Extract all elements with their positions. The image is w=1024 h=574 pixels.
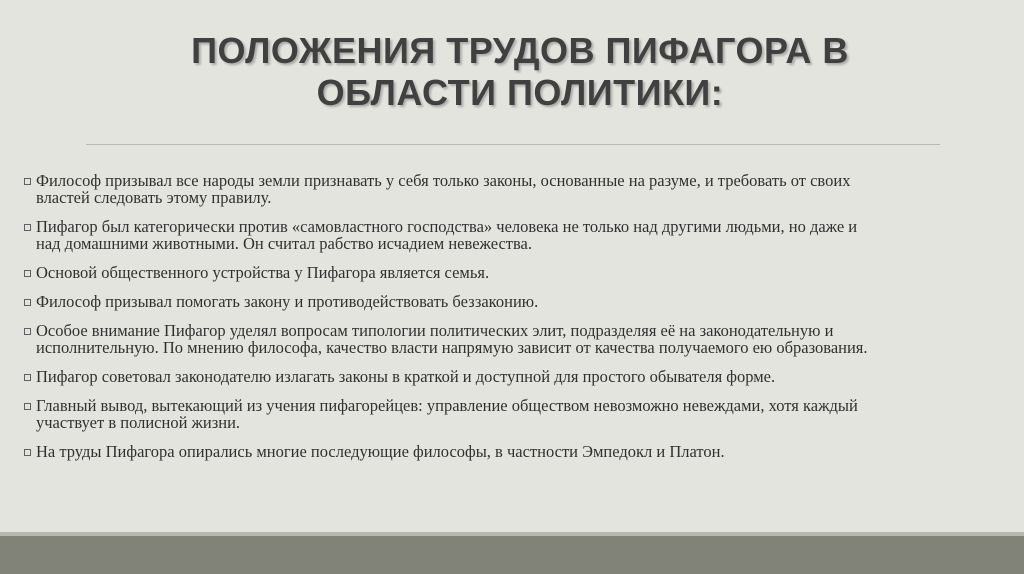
square-bullet-icon [24, 322, 36, 339]
slide-title-line-1: ПОЛОЖЕНИЯ ТРУДОВ ПИФАГОРА В [191, 30, 849, 71]
list-item [24, 322, 1024, 356]
list-item [24, 397, 1024, 431]
square-bullet-icon [24, 264, 36, 281]
bullet-list [24, 172, 1024, 472]
square-bullet-icon [24, 397, 36, 414]
slide-title-line-2: ОБЛАСТИ ПОЛИТИКИ: [316, 72, 724, 113]
list-item-line-2: над домашними животными. Он считал рабство исчадием невежества. [36, 234, 532, 253]
list-item-line-1: Философ призывал помогать закону и противодействовать беззаконию. [36, 292, 539, 311]
list-item [24, 172, 1024, 206]
list-item-line-2: исполнительную. По мнению философа, качество власти напрямую зависит от качества получаемого ею образования. [36, 338, 868, 357]
slide-title [90, 30, 950, 114]
list-item-line-1: Главный вывод, вытекающий из учения пифагорейцев: управление обществом невозможно невеждами, хотя каждый [36, 396, 858, 415]
list-item-line-1: Пифагор советовал законодателю излагать законы в краткой и доступной для простого обывателя форме. [36, 367, 776, 386]
list-item-line-1: Основой общественного устройства у Пифагора является семья. [36, 263, 490, 282]
list-item-line-1: На труды Пифагора опирались многие последующие философы, в частности Эмпедокл и Платон. [36, 442, 725, 461]
footer-bar [0, 536, 1024, 574]
list-item [24, 218, 1024, 252]
list-item [24, 264, 1024, 281]
list-item [24, 443, 1024, 460]
list-item [24, 368, 1024, 385]
square-bullet-icon [24, 172, 36, 189]
list-item-line-1: Особое внимание Пифагор уделял вопросам типологии политических элит, подразделяя её на законодательную и [36, 321, 834, 340]
list-item-line-2: участвует в полисной жизни. [36, 413, 241, 432]
square-bullet-icon [24, 443, 36, 460]
list-item [24, 293, 1024, 310]
square-bullet-icon [24, 368, 36, 385]
square-bullet-icon [24, 293, 36, 310]
list-item-line-1: Философ призывал все народы земли признавать у себя только законы, основанные на разуме, и требовать от своих [36, 172, 851, 190]
title-divider [86, 144, 940, 145]
list-item-line-2: властей следовать этому правилу. [36, 188, 272, 207]
list-item-line-1: Пифагор был категорически против «самовластного господства» человека не только над другими людьми, но даже и [36, 217, 858, 236]
square-bullet-icon [24, 218, 36, 235]
